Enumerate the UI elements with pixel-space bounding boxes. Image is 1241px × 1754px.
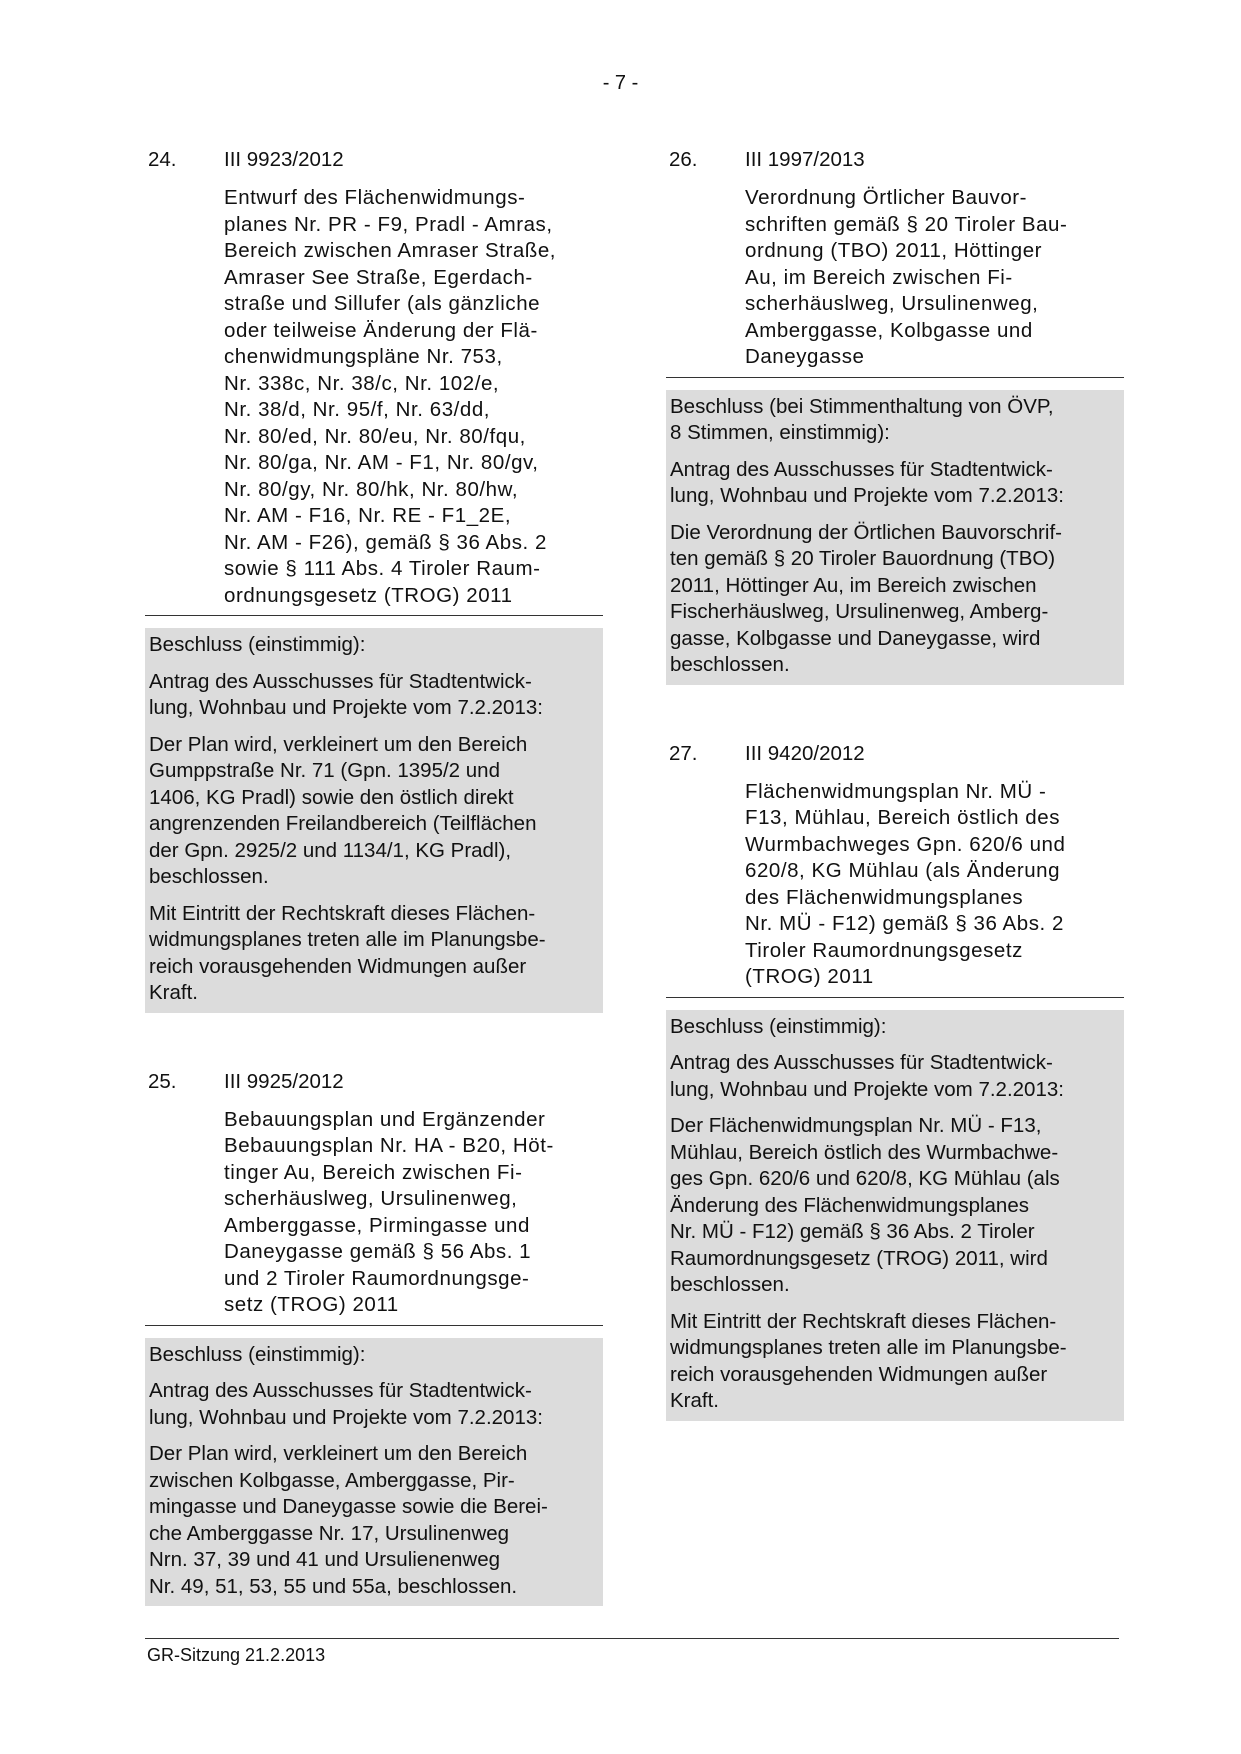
item-header [148, 147, 603, 173]
page-number: - 7 - [602, 72, 639, 94]
right-column [666, 147, 1124, 1421]
left-column [145, 147, 603, 1606]
motion-text: Antrag des Ausschusses für Stadtentwick- lung, Wohnbau und Projekte vom 7.2.2013: [670, 1051, 1064, 1101]
agenda-item-27 [666, 741, 1124, 1421]
item-reference: III 1997/2013 [745, 148, 865, 171]
item-reference: III 9923/2012 [224, 148, 344, 171]
resolution-text: Beschluss (bei Stimmenthaltung von ÖVP, 8 Stimmen, einstimmig): [670, 394, 1054, 444]
divider [666, 997, 1124, 998]
item-title: Flächenwidmungsplan Nr. MÜ - F13, Mühlau, Bereich östlich des Wurmbachweges Gpn. 620/6 und 620/8, KG Mühlau (als Änderung des Flächenwidmungsplanes Nr. MÜ - F12) gemäß § 36 Abs. 2 Tiroler Raumordnungsgesetz (TROG) 2011 [745, 779, 1066, 988]
divider [666, 377, 1124, 378]
note-text: Mit Eintritt der Rechtskraft dieses Flächen- widmungsplanes treten alle im Planungsbe- reich vorausgehenden Widmungen außer Kraft. [670, 1309, 1067, 1412]
resolution-box [666, 390, 1124, 685]
item-number: 26. [669, 148, 698, 171]
motion-text: Antrag des Ausschusses für Stadtentwick- lung, Wohnbau und Projekte vom 7.2.2013: [149, 1379, 543, 1429]
resolution-box [145, 628, 603, 1013]
item-title: Verordnung Örtlicher Bauvor- schriften gemäß § 20 Tiroler Bau- ordnung (TBO) 2011, Höttinger Au, im Bereich zwischen Fi- scherhäuslweg, Ursulinenweg, Amberggasse, Kolbgasse und Daneygasse [745, 186, 1068, 368]
agenda-item-26 [666, 147, 1124, 685]
motion-text: Antrag des Ausschusses für Stadtentwick- lung, Wohnbau und Projekte vom 7.2.2013: [149, 669, 543, 719]
item-number: 24. [148, 148, 177, 171]
divider [145, 1325, 603, 1326]
decision-text: Der Flächenwidmungsplan Nr. MÜ - F13, Mühlau, Bereich östlich des Wurmbachwe- ges Gpn. 620/6 und 620/8, KG Mühlau (als Änderung des Flächenwidmungsplanes Nr. MÜ - F12) gemäß § 36 Abs. 2 Tiroler Raumordnungsgesetz (TROG) 2011, wird beschlossen. [670, 1114, 1060, 1296]
item-number: 25. [148, 1069, 177, 1093]
item-header [669, 147, 1124, 173]
note-text: Mit Eintritt der Rechtskraft dieses Flächen- widmungsplanes treten alle im Planungsbe- reich vorausgehenden Widmungen außer Kraft. [149, 901, 546, 1004]
item-reference: III 9420/2012 [745, 741, 865, 765]
resolution-text: Beschluss (einstimmig): [149, 1342, 366, 1366]
item-title: Bebauungsplan und Ergänzender Bebauungsplan Nr. HA - B20, Höt- tinger Au, Bereich zwischen Fi- scherhäuslweg, Ursulinenweg, Amberggasse, Pirmingasse und Daneygasse gemäß § 56 Abs. 1 und 2 Tiroler Raumordnungsge- setz (TROG) 2011 [224, 1107, 554, 1316]
decision-text: Der Plan wird, verkleinert um den Bereich Gumppstraße Nr. 71 (Gpn. 1395/2 und 1406, KG Pradl) sowie den östlich direkt angrenzenden Freilandbereich (Teilflächen der Gpn. 2925/2 und 1134/1, KG Pradl), beschlossen. [149, 732, 537, 888]
motion-text: Antrag des Ausschusses für Stadtentwick- lung, Wohnbau und Projekte vom 7.2.2013: [670, 457, 1064, 507]
agenda-item-24 [145, 147, 603, 1013]
decision-text: Die Verordnung der Örtlichen Bauvorschrif- ten gemäß § 20 Tiroler Bauordnung (TBO) 2011, Höttinger Au, im Bereich zwischen Fischerhäuslweg, Ursulinenweg, Amberg- gasse, Kolbgasse und Daneygasse, wird beschlossen. [670, 520, 1062, 676]
item-number: 27. [669, 741, 698, 765]
resolution-box [666, 1010, 1124, 1421]
footer-text: GR-Sitzung 21.2.2013 [147, 1645, 326, 1665]
item-header [669, 741, 1124, 767]
footer-divider [145, 1638, 1119, 1639]
item-title: Entwurf des Flächenwidmungs- planes Nr. PR - F9, Pradl - Amras, Bereich zwischen Amraser Straße, Amraser See Straße, Egerdach- straße und Sillufer (als gänzliche oder teilweise Änderung der Flä- chenwidmungspläne Nr. 753, Nr. 338c, Nr. 38/c, Nr. 102/e, Nr. 38/d, Nr. 95/f, Nr. 63/dd, Nr. 80/ed, Nr. 80/eu, Nr. 80/fqu, Nr. 80/ga, Nr. AM - F1, Nr. 80/gv, Nr. 80/gy, Nr. 80/hk, Nr. 80/hw, Nr. AM - F16, Nr. RE - F1_2E, Nr. AM - F26), gemäß § 36 Abs. 2 sowie § 111 Abs. 4 Tiroler Raum- ordnungsgesetz (TROG) 2011 [224, 186, 557, 607]
divider [145, 615, 603, 616]
agenda-item-25 [145, 1069, 603, 1607]
decision-text: Der Plan wird, verkleinert um den Bereich zwischen Kolbgasse, Amberggasse, Pir- mingasse und Daneygasse sowie die Berei- che Amberggasse Nr. 17, Ursulinenweg Nrn. 37, 39 und 41 und Ursulienenweg Nr. 49, 51, 53, 55 und 55a, beschlossen. [149, 1442, 548, 1598]
item-header [148, 1069, 603, 1095]
item-reference: III 9925/2012 [224, 1069, 344, 1093]
resolution-text: Beschluss (einstimmig): [149, 633, 366, 656]
resolution-text: Beschluss (einstimmig): [670, 1014, 887, 1038]
resolution-box [145, 1338, 603, 1607]
